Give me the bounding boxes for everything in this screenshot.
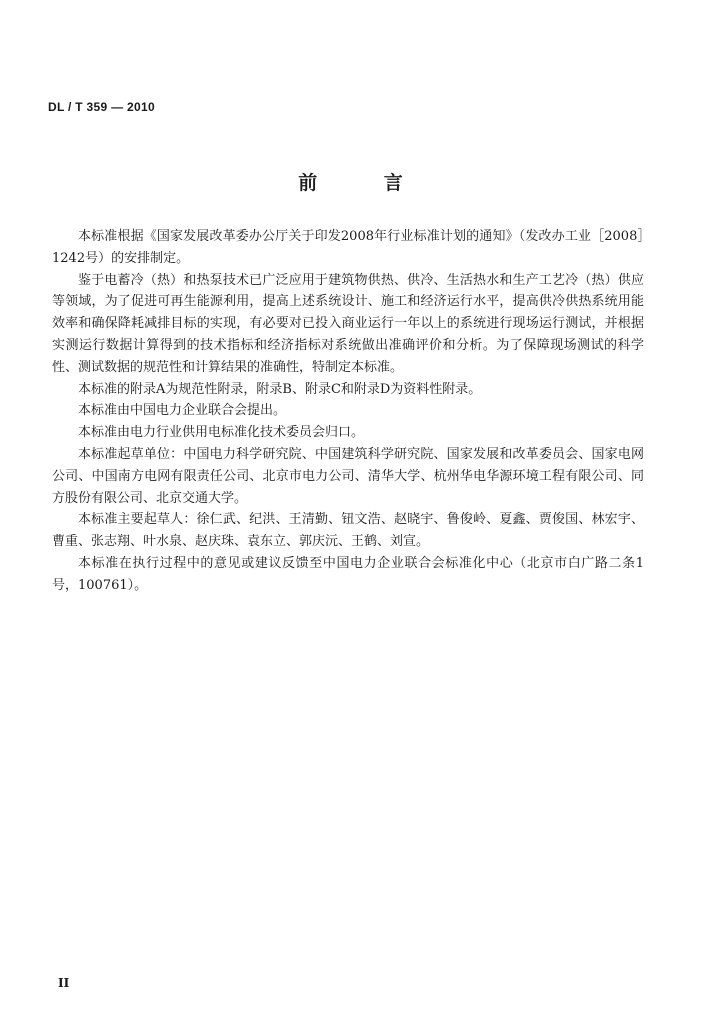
paragraph-drafting-units: 本标准起草单位：中国电力科学研究院、中国建筑科学研究院、国家发展和改革委员会、国家电网公司、中国南方电网有限责任公司、北京市电力公司、清华大学、杭州华电华源环境工程有限公司、同方股份有限公司、北京交通大学。 xyxy=(52,446,644,506)
paragraph-purpose: 鉴于电蓄冷（热）和热泵技术已广泛应用于建筑物供热、供冷、生活热水和生产工艺冷（热）供应等领域，为了促进可再生能源利用，提高上述系统设计、施工和经济运行水平，提高供冷供热系统用能效率和确保降耗减排目标的实现，有必要对已投入商业运行一年以上的系统进行现场运行测试，并根据实测运行数据计算得到的技术指标和经济指标对系统做出准确评价和分析。为了保障现场测试的科学性、测试数据的规范性和计算结果的准确性，特制定本标准。 xyxy=(52,272,644,375)
paragraph-proposed-by: 本标准由中国电力企业联合会提出。 xyxy=(78,403,287,419)
paragraph-drafters: 本标准主要起草人：徐仁武、纪洪、王清勤、钮文浩、赵晓宇、鲁俊岭、夏鑫、贾俊国、林宏宇、曹重、张志翔、叶水泉、赵庆珠、袁东立、郭庆沅、王鹤、刘宣。 xyxy=(52,512,644,550)
paragraph-basis: 本标准根据《国家发展改革委办公厅关于印发2008年行业标准计划的通知》（发改办工业［2008］1242号）的安排制定。 xyxy=(52,229,644,266)
page-title: 前 言 xyxy=(298,172,433,194)
standard-code: DL / T 359 — 2010 xyxy=(48,100,155,114)
paragraph-appendices: 本标准的附录A为规范性附录，附录B、附录C和附录D为资料性附录。 xyxy=(78,381,482,397)
foreword-body xyxy=(52,226,644,597)
paragraph-administered-by: 本标准由电力行业供用电标准化技术委员会归口。 xyxy=(78,425,365,441)
paragraph-feedback: 本标准在执行过程中的意见或建议反馈至中国电力企业联合会标准化中心（北京市白广路二条1号，100761）。 xyxy=(52,555,644,593)
page-number: II xyxy=(58,976,70,990)
